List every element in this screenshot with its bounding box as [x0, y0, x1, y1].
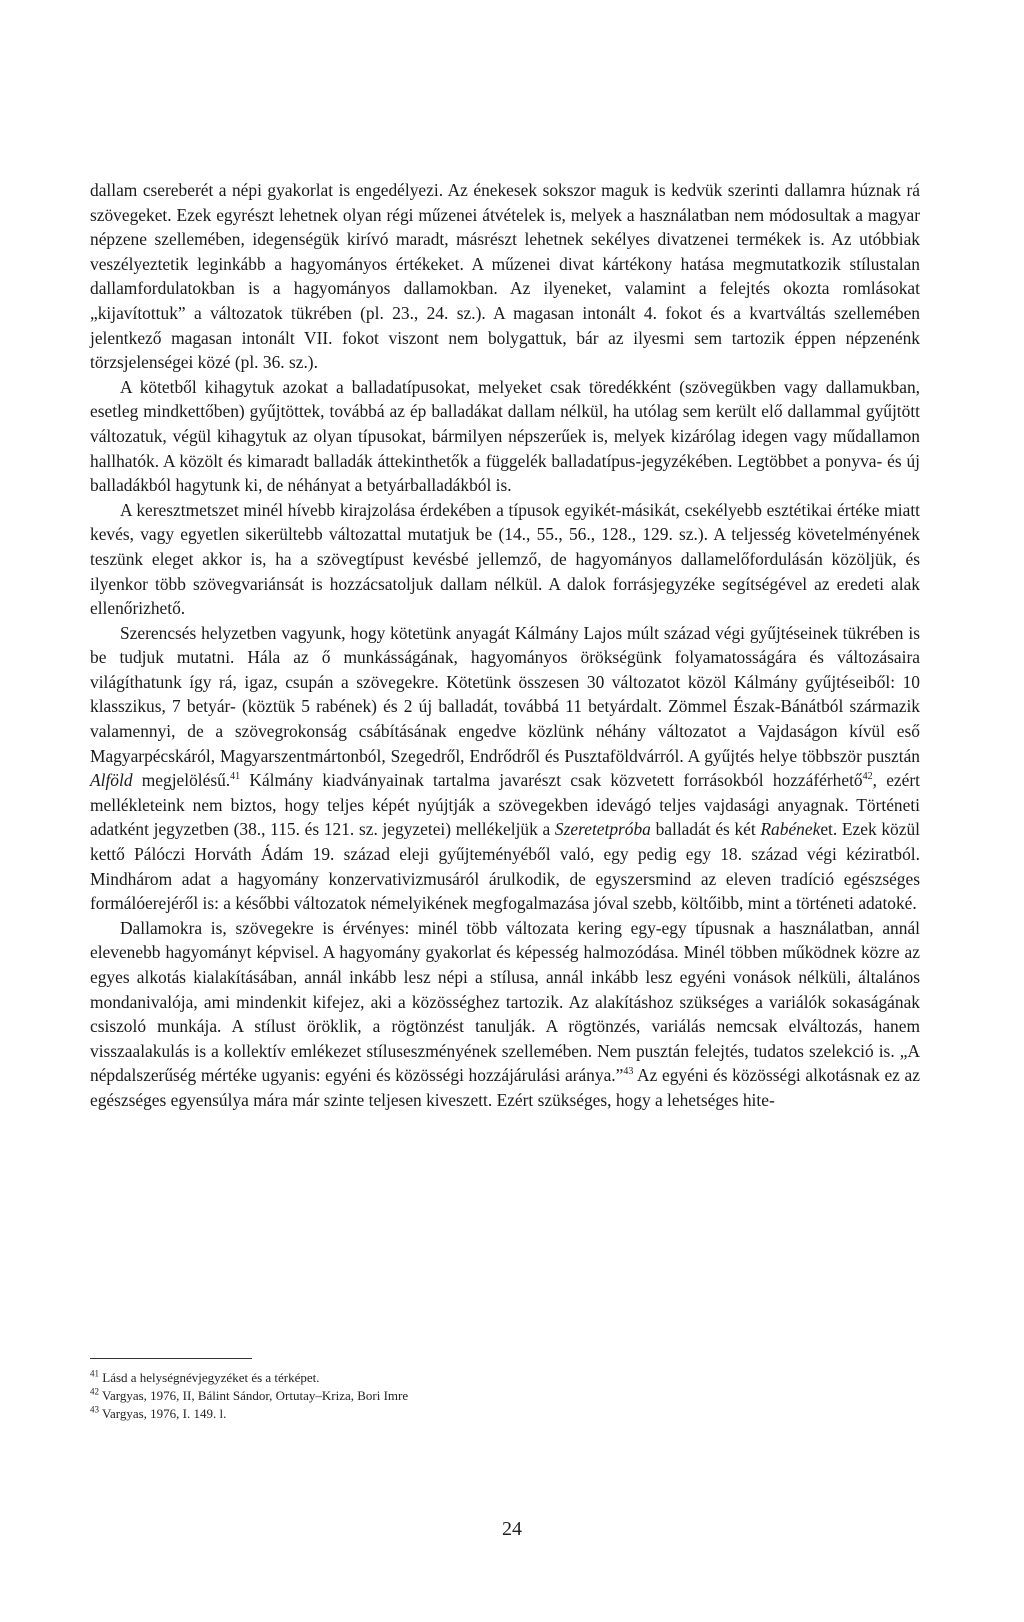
paragraph-2: A kötetből kihagytuk azokat a balladatípusokat, melyeket csak töredékként (szövegükben vagy dallamukban, esetleg mindkettőben) gyűjtöttek, továbbá az ép balladákat dallam nélkül, ha utólag sem került elő dallammal gyűjtött változatuk, végül kihagytuk az olyan típusokat, bármilyen népszerűek is, melyek kizárólag idegen vagy műdallamon hallhatók. A közölt és kimaradt balladák áttekinthetők a függelék balladatípus-jegyzékében. Legtöbbet a ponyva- és új balladákból hagytunk ki, de néhányat a betyárballadákból is.: [90, 376, 920, 496]
footnote-divider: [90, 1358, 252, 1359]
footnote-ref-43: 43: [623, 1066, 634, 1078]
paragraph-5-part-1: Dallamokra is, szövegekre is érvényes: minél több változata kering egy-egy típusnak a használatban, annál elevenebb hagyományt képvisel. A hagyomány gyakorlat és képesség halmozódása. Minél többen működnek közre az egyes alkotás kialakításában, annál inkább lesz népi a stílusa, annál inkább lesz egyéni vonások nélküli, általános mondanivalója, ami mindenkit kifejez, aki a közösséghez tartozik. Az alakításhoz szükséges a variálók sokaságának csiszoló munkája. A stílust öröklik, a rögtönzést tanulják. A rögtönzés, variálás nemcsak elváltozás, hanem visszaalakulás is a kollektív emlékezet stíluseszményének szellemében. Nem pusztán felejtés, tudatos szelekció is. „A népdalszerűség mértéke ugyanis: egyéni és közösségi hozzájárulási aránya.”: [90, 917, 920, 1086]
footnote-ref-41: 41: [230, 771, 241, 783]
footnote-mark: 41: [90, 1368, 99, 1379]
paragraph-4-part-5: balladát és két: [650, 819, 761, 840]
footnotes: [90, 1358, 920, 1423]
footnote-41: [90, 1369, 920, 1387]
footnote-43: [90, 1405, 920, 1423]
paragraph-4: [90, 621, 920, 916]
paragraph-4-part-2: megjelölésű.: [132, 770, 231, 791]
footnote-42: [90, 1387, 920, 1405]
footnote-text: Lásd a helységnévjegyzéket és a térképet.: [102, 1370, 320, 1385]
footnote-text: Vargyas, 1976, I. 149. l.: [102, 1406, 227, 1421]
footnote-text: Vargyas, 1976, II, Bálint Sándor, Ortutay–Kriza, Bori Imre: [102, 1388, 409, 1403]
italic-song-title: Rabének: [760, 819, 821, 840]
paragraph-1: dallam csereberét a népi gyakorlat is engedélyezi. Az énekesek sokszor maguk is kedvük szerinti dallamra húznak rá szövegeket. Ezek egyrészt lehetnek olyan régi műzenei átvételek is, melyek a használatban nem módosultak a magyar népzene szellemében, idegenségük kirívó maradt, másrészt lehetnek sekélyes divatzenei termékek is. Az utóbbiak veszélyeztetik leginkább a hagyományos értékeket. A műzenei divat kártékony hatása megmutatkozik stílustalan dallamfordulatokban is a hagyományos dallamokban. Az ilyeneket, valamint a felejtés okozta romlásokat „kijavítottuk” a változatok tükrében (pl. 23., 24. sz.). A magasan intonált 4. fokot és a kvartváltás szellemében jelentkező magasan intonált VII. fokot viszont nem bolygattuk, bár az ilyesmi sem tartozik éppen népzenénk törzsjelenségei közé (pl. 36. sz.).: [90, 180, 920, 373]
paragraph-5: [90, 916, 920, 1113]
paragraph-5-part-2: Az egyéni és közösségi alkotásnak ez az egészséges egyensúlya mára már szinte teljesen kiveszett. Ezért szükséges, hogy a lehetséges hite-: [90, 1065, 920, 1110]
paragraph-3: A keresztmetszet minél hívebb kirajzolása érdekében a típusok egyikét-másikát, csekélyebb esztétikai értéke miatt kevés, vagy egyetlen sikerültebb változattal mutatjuk be (14., 55., 56., 128., 129. sz.). A teljesség követelményének teszünk eleget akkor is, ha a szövegtípust kevésbé jellemző, de hagyományos dallamelőfordulásán közöljük, és ilyenkor több szövegvariánsát is hozzácsatoljuk dallam nélkül. A dalok forrásjegyzéke segítségével az eredeti alak ellenőrizhető.: [90, 499, 920, 619]
footnote-mark: 43: [90, 1404, 99, 1415]
footnote-ref-42: 42: [862, 771, 873, 783]
italic-place-name: Alföld: [90, 770, 133, 791]
page-body: [90, 178, 920, 1113]
footnote-mark: 42: [90, 1386, 99, 1397]
paragraph-4-part-4: , ezért mellékleteink nem biztos, hogy teljes képét nyújtják a szövegekben idevágó teljes vajdasági anyagnak. Történeti adatként jegyzetben (38., 115. és 121. sz. jegyzetei) mellékeljük a: [90, 770, 920, 840]
page-number: 24: [502, 1518, 522, 1540]
italic-ballad-title: Szeretetpróba: [554, 819, 651, 840]
paragraph-4-part-6: et. Ezek közül kettő Pálóczi Horváth Ádám 19. század eleji gyűjteményéből való, egy pedig egy 18. század végi kéziratból. Mindhárom adat a hagyomány konzervativizmusáról árulkodik, de egyszersmind az eleven tradíció egészséges formálóerejéről is: a későbbi változatok némelyikének megfogalmazása jóval szebb, költőibb, mint a történeti adatoké.: [90, 819, 920, 914]
paragraph-4-part-3: Kálmány kiadványainak tartalma javarészt csak közvetett forrásokból hozzáférhető: [240, 770, 863, 791]
paragraph-4-part-1: Szerencsés helyzetben vagyunk, hogy kötetünk anyagát Kálmány Lajos múlt század végi gyűjtéseinek tükrében is be tudjuk mutatni. Hála az ő munkásságának, hagyományos örökségünk folyamatosságára és változásaira világíthatunk így rá, igaz, csupán a szövegekre. Kötetünk összesen 30 változatot közöl Kálmány gyűjtéseiből: 10 klasszikus, 7 betyár- (köztük 5 rabének) és 2 új balladát, továbbá 11 betyárdalt. Zömmel Észak-Bánátból származik valamennyi, de a szövegrokonság csábításának engedve közlünk néhány változatot a Vajdaságon kívül eső Magyarpécskáról, Magyarszentmártonból, Szegedről, Endrődről és Pusztaföldvárról. A gyűjtés helye többször pusztán: [90, 622, 920, 766]
